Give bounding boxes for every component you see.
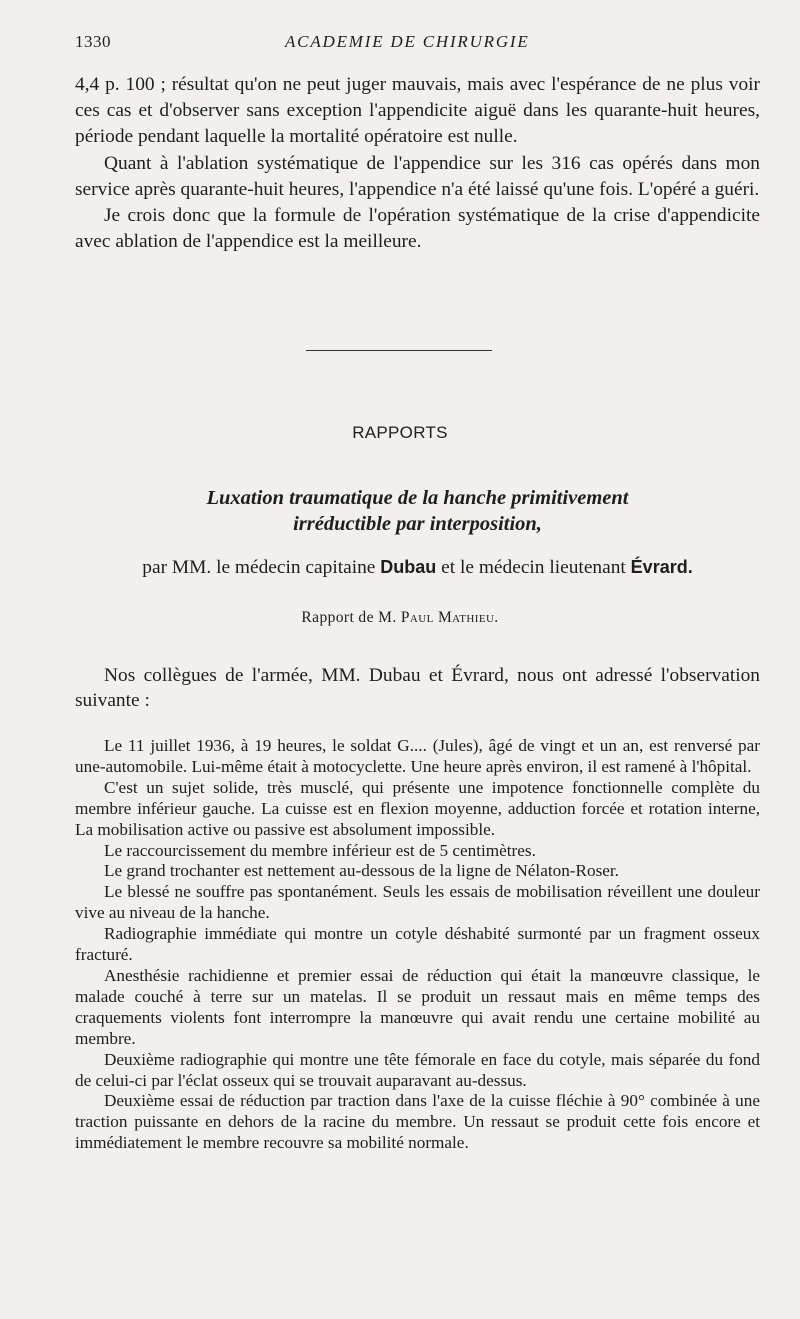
lead-paragraph: Nos collègues de l'armée, MM. Dubau et Évrard, nous ont adressé l'observation suivante : [75,665,760,711]
article-title-line: irréductible par interposition, [293,513,542,535]
report-attribution [0,609,800,627]
author-name: Dubau [380,557,437,577]
byline-middle: et le médecin lieutenant [441,557,626,578]
observation-paragraph: Le raccourcissement du membre inférieur est de 5 centimètres. [104,840,536,860]
observation-paragraph: Le grand trochanter est nettement au-dessous de la ligne de Nélaton-Roser. [104,861,619,881]
article-title [75,485,760,537]
article-title-line: Luxation traumatique de la hanche primitivement [206,487,629,509]
byline-prefix: par MM. le médecin capitaine [142,557,376,578]
observation-text [75,736,760,1154]
author-name: Évrard. [630,557,693,577]
article-byline [75,557,760,579]
observation-paragraph: C'est un sujet solide, très musclé, qui présente une impotence fonctionnelle complète du membre inférieur gauche. La cuisse est en flexion moyenne, adduction forcée et rotation interne, La mobilisation active ou passive est absolument impossible. [75,777,760,839]
observation-paragraph: Radiographie immédiate qui montre un cotyle déshabité surmonté par un fragment osseux fracturé. [75,924,760,965]
section-heading: RAPPORTS [352,423,448,442]
page-number: 1330 [75,32,111,51]
intro-paragraph: 4,4 p. 100 ; résultat qu'on ne peut juger mauvais, mais avec l'espérance de ne plus voir ces cas et d'observer sans exception l'appendicite aiguë dans les quarante-huit heures, période pendant laquelle la mortalité opératoire est nulle. [75,74,760,148]
observation-paragraph: Le blessé ne souffre pas spontanément. Seuls les essais de mobilisation réveillent une douleur vive au niveau de la hanche. [75,882,760,923]
report-author: Paul Mathieu. [400,609,499,626]
section-divider [306,350,492,351]
observation-paragraph: Anesthésie rachidienne et premier essai de réduction qui était la manœuvre classique, le malade couché à terre sur un matelas. Il se produit un ressaut mais en même temps des craquements violents font interrompre la manœuvre qui avait rendu une certaine mobilité au membre. [75,965,760,1048]
intro-text [75,72,760,255]
observation-paragraph: Le 11 juillet 1936, à 19 heures, le soldat G.... (Jules), âgé de vingt et un an, est renversé par une-automobile. Lui-même était à motocyclette. Une heure après environ, il est ramené à l'hôpital. [75,736,760,776]
observation-paragraph: Deuxième essai de réduction par traction dans l'axe de la cuisse fléchie à 90° combinée à une traction puissante en dehors de la racine du membre. Un ressaut se produit cette fois encore et immédiatement le membre recouvre sa mobilité normale. [75,1091,760,1153]
intro-paragraph: Quant à l'ablation systématique de l'appendice sur les 316 cas opérés dans mon service après quarante-huit heures, l'appendice n'a été laissé qu'une fois. L'opéré a guéri. [75,152,760,200]
intro-paragraph: Je crois donc que la formule de l'opération systématique de la crise d'appendicite avec ablation de l'appendice est la meilleure. [75,205,760,253]
running-title: ACADEMIE DE CHIRURGIE [285,32,530,51]
page-header [75,32,755,54]
report-prefix: Rapport de M. [301,609,397,626]
observation-paragraph: Deuxième radiographie qui montre une tête fémorale en face du cotyle, mais séparée du fond de celui-ci par l'éclat osseux qui se trouvait auparavant au-dessus. [75,1049,760,1090]
lead-text [75,663,760,713]
